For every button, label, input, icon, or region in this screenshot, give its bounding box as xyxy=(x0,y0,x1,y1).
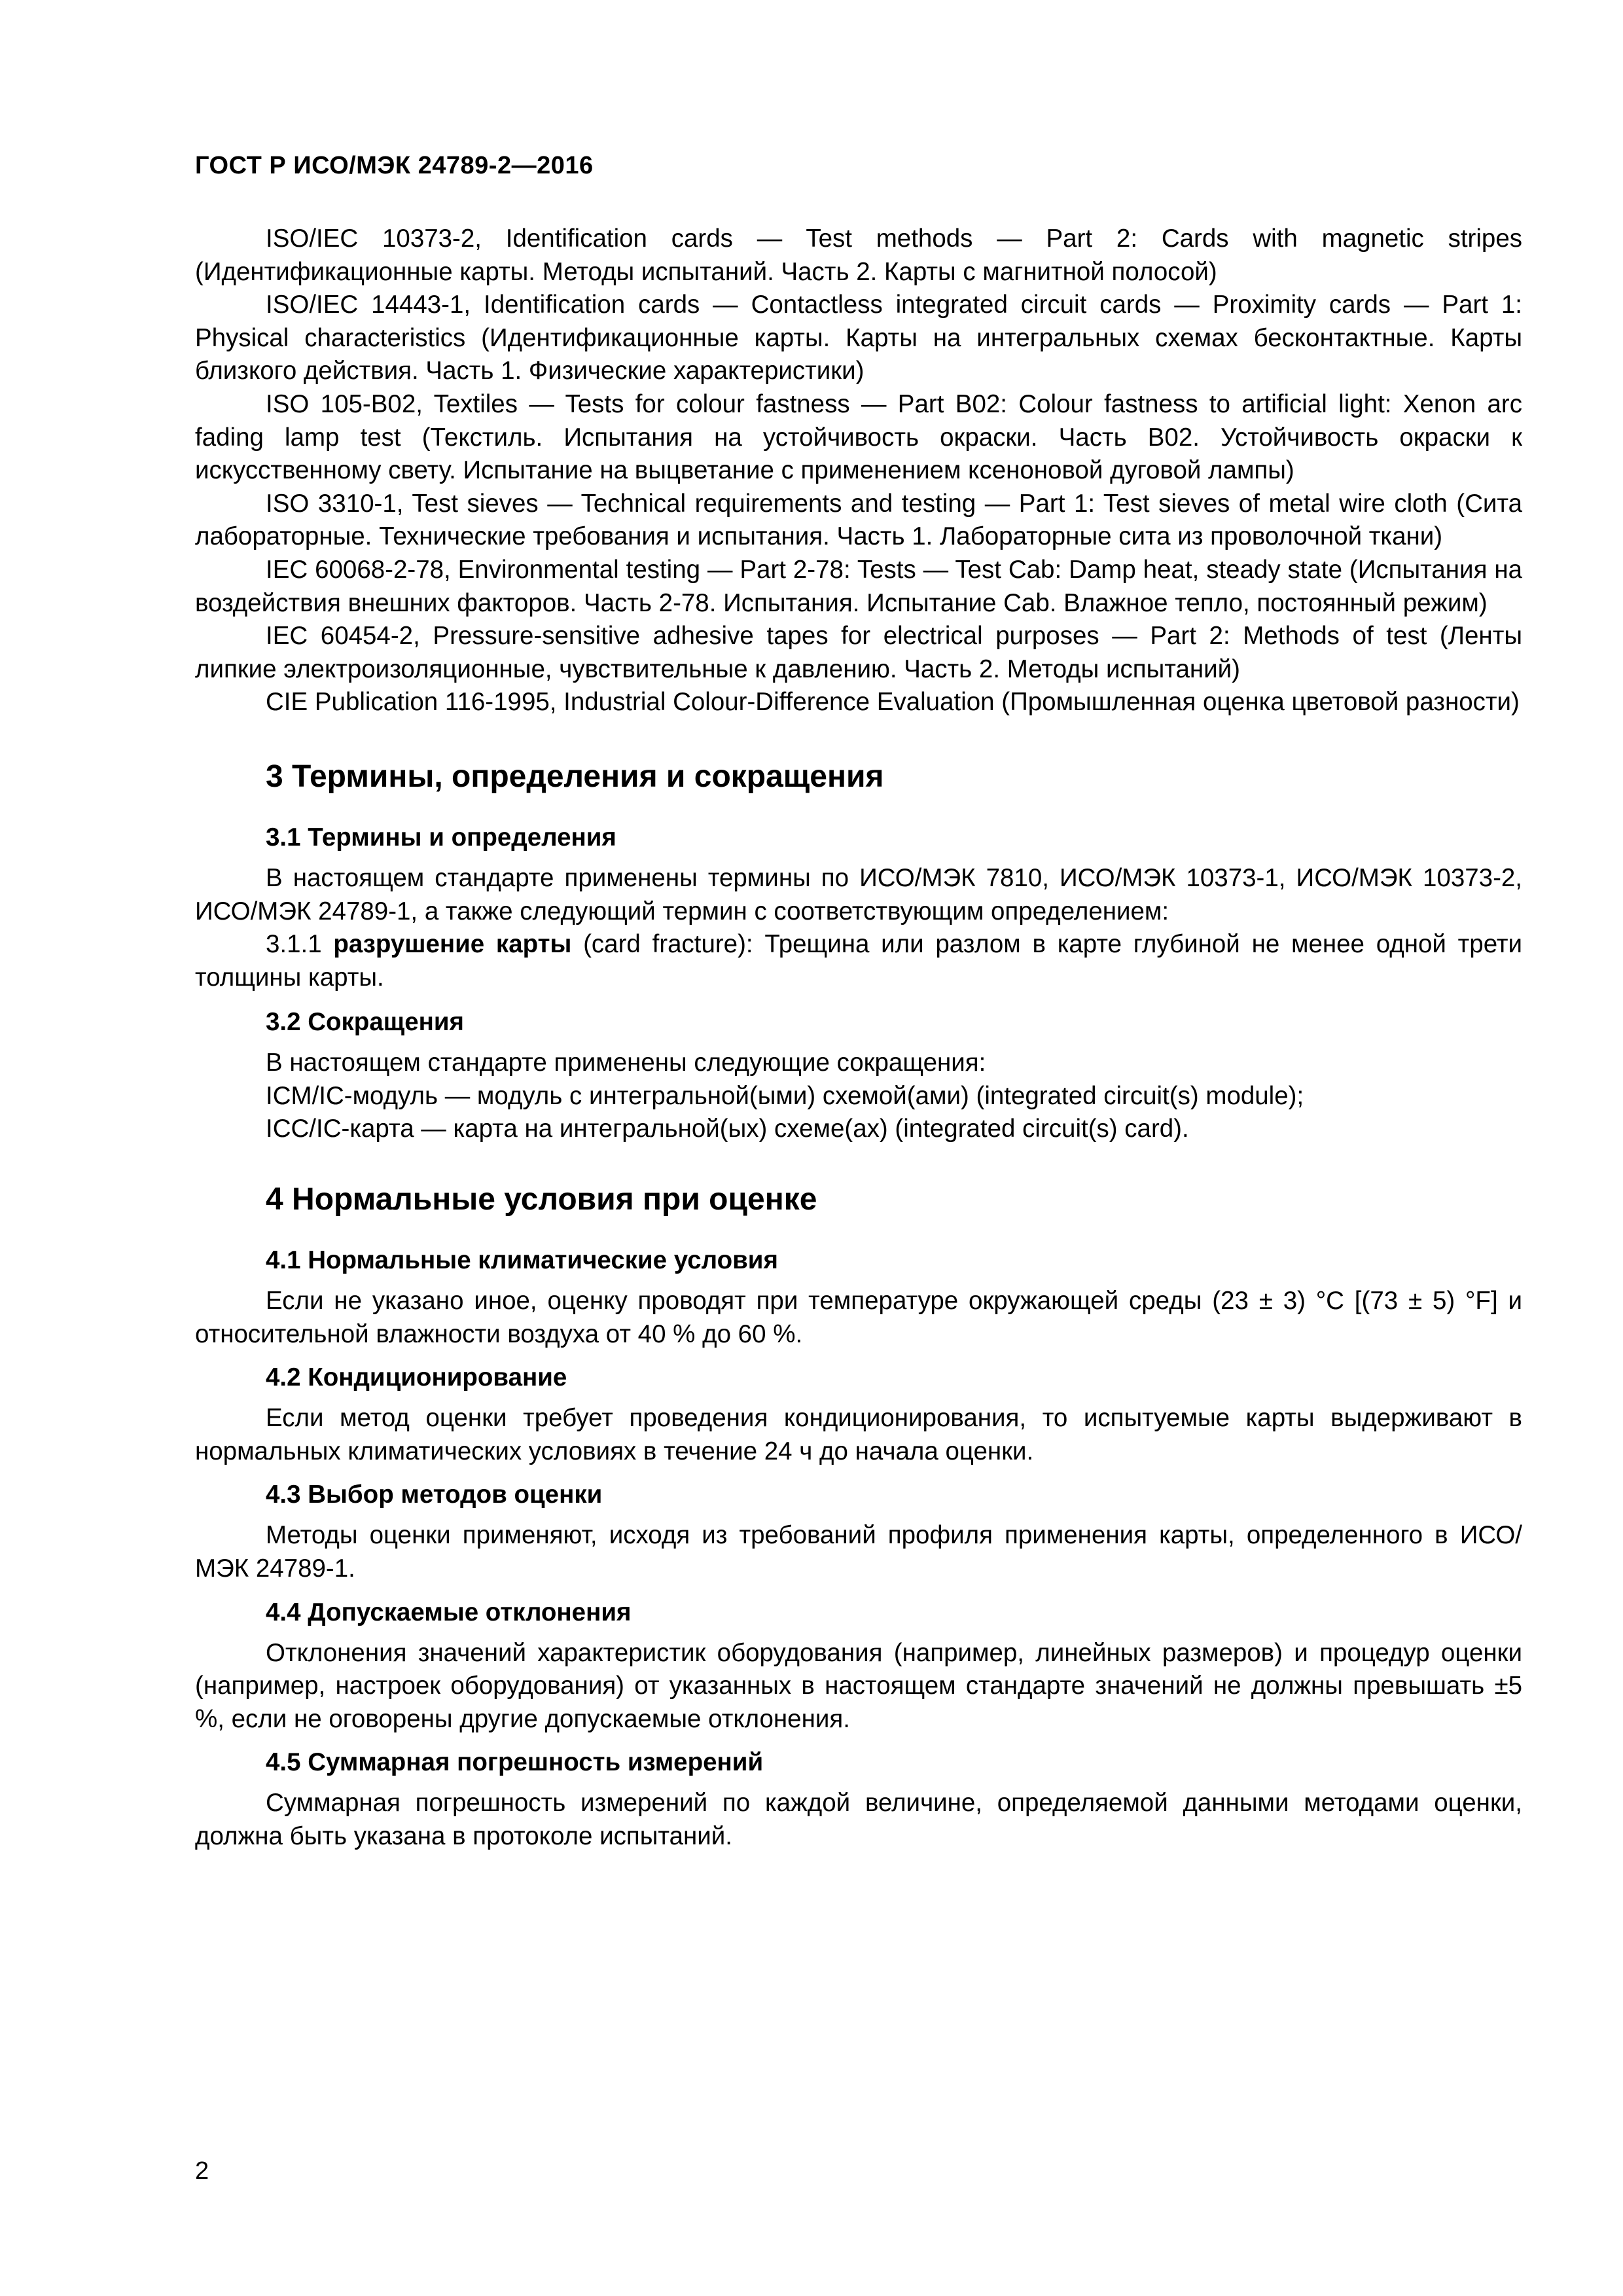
section-3-1-intro: В настоящем стандарте применены термины по ИСО/МЭК 7810, ИСО/МЭК 10373-1, ИСО/МЭК 10373-2, ИСО/МЭК 24789-1, а также следующий термин с соответствующим определением: xyxy=(195,863,1522,925)
term-definition xyxy=(195,928,1522,994)
abbreviation-item: ICM/IC-модуль — модуль с интегральной(ыми) схемой(ами) (integrated circuit(s) module); xyxy=(266,1081,1304,1110)
section-4-2-heading: 4.2 Кондиционирование xyxy=(266,1363,567,1392)
reference-item: ISO/IEC 14443-1, Identification cards — Contactless integrated circuit cards — Proximity cards — Part 1: Physical characteristics (Идентификационные карты. Карты на интегральных схемах бесконтактные. Карты близкого действия. Часть 1. Физические характеристики) xyxy=(195,291,1522,386)
section-4-1-heading: 4.1 Нормальные климатические условия xyxy=(266,1246,778,1275)
document-body xyxy=(195,223,1522,1854)
reference-item: IEC 60454-2, Pressure-sensitive adhesive tapes for electrical purposes — Part 2: Methods of test (Ленты липкие электроизоляционные, чувствительные к давлению. Часть 2. Методы испытаний) xyxy=(195,622,1522,683)
document-header: ГОСТ Р ИСО/МЭК 24789-2—2016 xyxy=(195,152,594,179)
abbreviation-item: ICC/IC-карта — карта на интегральной(ых) схеме(ах) (integrated circuit(s) card). xyxy=(266,1115,1189,1143)
section-4-4-text: Отклонения значений характеристик оборудования (например, линейных размеров) и процедур оценки (например, настроек оборудования) от указанных в настоящем стандарте значений не должны превышать ±5 %, если не оговорены другие допускаемые отклонения. xyxy=(195,1638,1522,1733)
section-4-5-heading: 4.5 Суммарная погрешность измерений xyxy=(266,1748,764,1777)
section-4-4-heading: 4.4 Допускаемые отклонения xyxy=(266,1598,632,1626)
reference-item: ISO 3310-1, Test sieves — Technical requirements and testing — Part 1: Test sieves of metal wire cloth (Сита лабораторные. Технические требования и испытания. Часть 1. Лабораторные сита из проволочной ткани) xyxy=(195,489,1522,551)
section-3-1-heading: 3.1 Термины и определения xyxy=(266,823,616,852)
section-4-1-text: Если не указано иное, оценку проводят при температуре окружающей среды (23 ± 3) °С [(73 ± 5) °F] и относительной влажности воздуха от 40 % до 60 %. xyxy=(195,1287,1522,1348)
section-4-2-text: Если метод оценки требует проведения кондиционирования, то испытуемые карты выдерживают в нормальных климатических условиях в течение 24 ч до начала оценки. xyxy=(195,1404,1522,1465)
section-4-3-text: Методы оценки применяют, исходя из требований профиля применения карты, определенного в ИСО/МЭК 24789-1. xyxy=(195,1521,1522,1583)
term-name: разрушение карты xyxy=(333,930,572,959)
section-4-heading: 4 Нормальные условия при оценке xyxy=(266,1182,817,1217)
term-number: 3.1.1 xyxy=(266,930,322,959)
page-number: 2 xyxy=(195,2157,209,2185)
references-list xyxy=(195,223,1522,719)
section-3-2-intro: В настоящем стандарте применены следующие сокращения: xyxy=(266,1049,986,1077)
reference-item: ISO 105-B02, Textiles — Tests for colour fastness — Part B02: Colour fastness to artificial light: Xenon arc fading lamp test (Текстиль. Испытания на устойчивость окраски. Часть B02. Устойчивость окраски к искусственному свету. Испытание на выцветание с применением ксеноновой дуговой лампы) xyxy=(195,389,1522,485)
section-4-3-heading: 4.3 Выбор методов оценки xyxy=(266,1480,603,1509)
reference-item: CIE Publication 116-1995, Industrial Colour-Difference Evaluation (Промышленная оценка цветовой разности) xyxy=(266,688,1520,717)
section-3-heading: 3 Термины, определения и сокращения xyxy=(266,759,884,794)
term-text: (card fracture): Трещина или разлом в карте глубиной не менее одной трети толщины карты. xyxy=(195,930,1522,992)
reference-item: IEC 60068-2-78, Environmental testing — Part 2-78: Tests — Test Cab: Damp heat, steady state (Испытания на воздействия внешних факторов. Часть 2-78. Испытания. Испытание Cab. Влажное тепло, постоянный режим) xyxy=(195,555,1522,617)
section-3-2-heading: 3.2 Сокращения xyxy=(266,1008,465,1037)
reference-item: ISO/IEC 10373-2, Identification cards — Test methods — Part 2: Cards with magnetic stripes (Идентификационные карты. Методы испытаний. Часть 2. Карты с магнитной полосой) xyxy=(195,224,1522,286)
section-4-5-text: Суммарная погрешность измерений по каждой величине, определяемой данными методами оценки, должна быть указана в протоколе испытаний. xyxy=(195,1789,1522,1850)
